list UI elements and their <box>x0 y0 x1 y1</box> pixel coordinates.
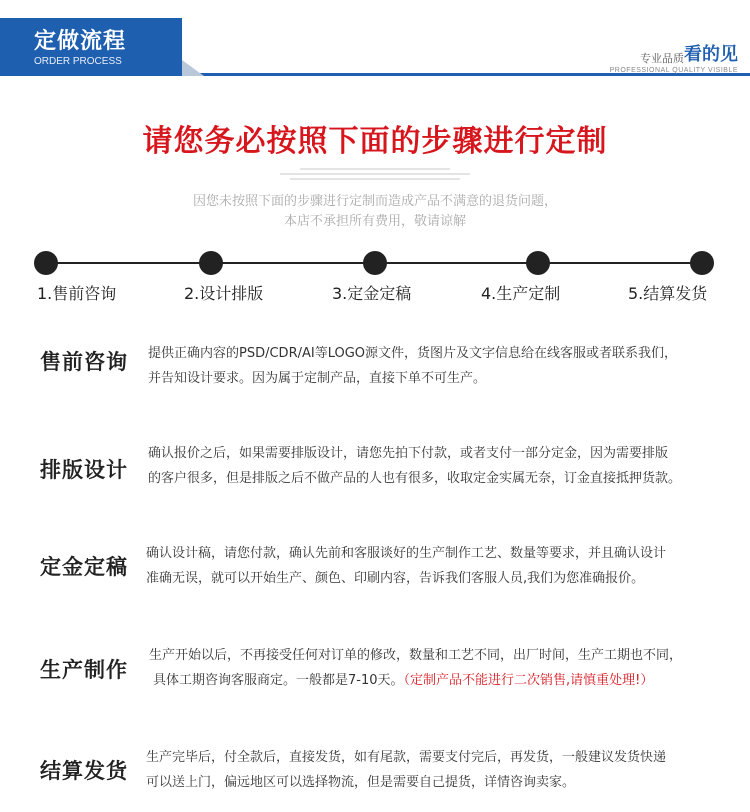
faint-decoration-lines <box>280 165 470 183</box>
step-label-4: 4.生产定制 <box>481 284 561 303</box>
timeline-dot <box>526 251 550 275</box>
brand-slogan-english: PROFESSIONAL QUALITY VISIBLE <box>609 67 738 74</box>
section-text-layout <box>148 441 681 491</box>
brand-slogan <box>610 40 738 74</box>
notice-line-2: 本店不承担所有费用，敬请谅解 <box>283 214 466 229</box>
section-text-deposit <box>146 541 666 591</box>
page-title: 请您务必按照下面的步骤进行定制 <box>142 124 608 159</box>
section-text-line: 确认报价之后，如果需要排版设计，请您先拍下付款，或者支付一部分定金，因为需要排版 <box>148 446 669 461</box>
section-text-line: 的客户很多，但是排版之后不做产品的人也有很多，收取定金实属无奈，订金直接抵押货款。 <box>148 471 682 486</box>
notice-line-1: 因您未按照下面的步骤进行定制而造成产品不满意的退货问题， <box>192 194 557 209</box>
section-tab-subtitle: ORDER PROCESS <box>34 56 122 67</box>
section-text-settlement <box>146 745 666 795</box>
notice-text <box>0 192 750 232</box>
section-text-line: 并告知设计要求。因为属于定制产品，直接下单不可生产。 <box>148 371 487 386</box>
section-text-line: 可以送上门，偏远地区可以选择物流，但是需要自己提货，详情咨询卖家。 <box>146 775 576 790</box>
section-title-deposit: 定金定稿 <box>40 555 128 579</box>
section-text-line: 确认设计稿，请您付款，确认先前和客服谈好的生产制作工艺、数量等要求，并且确认设计 <box>146 546 667 561</box>
step-label-2: 2.设计排版 <box>184 284 264 303</box>
step-label-3: 3.定金定稿 <box>332 284 412 303</box>
step-label-5: 5.结算发货 <box>628 284 708 303</box>
section-text-presale <box>148 341 677 391</box>
timeline-dot <box>199 251 223 275</box>
section-text-production <box>149 643 682 693</box>
timeline-dot <box>363 251 387 275</box>
section-text-line <box>149 668 682 693</box>
section-title-settlement: 结算发货 <box>40 759 128 783</box>
section-text-line: 提供正确内容的PSD/CDR/AI等LOGO源文件，货图片及文字信息给在线客服或者联系我们， <box>148 346 678 361</box>
step-label-1: 1.售前咨询 <box>37 284 117 303</box>
brand-slogan-small: 专业品质 <box>640 52 684 65</box>
section-title-layout: 排版设计 <box>40 458 128 482</box>
section-text-line: 生产完毕后，付全款后，直接发货，如有尾款，需要支付完后，再发货，一般建议发货快递 <box>146 750 667 765</box>
section-title-production: 生产制作 <box>40 658 128 682</box>
warning-text: （定制产品不能进行二次销售,请慎重处理!） <box>403 673 654 688</box>
tab-fold-decoration <box>182 60 204 76</box>
timeline-dot <box>34 251 58 275</box>
section-title-presale: 售前咨询 <box>40 350 128 374</box>
section-text-line: 准确无误，就可以开始生产、颜色、印刷内容，告诉我们客服人员,我们为您准确报价。 <box>146 571 645 586</box>
section-text-line-main: 具体工期咨询客服商定。一般都是7-10天。 <box>153 673 404 688</box>
timeline-dot <box>690 251 714 275</box>
brand-slogan-big: 看的见 <box>684 44 738 65</box>
section-text-line: 生产开始以后，不再接受任何对订单的修改，数量和工艺不同，出厂时间，生产工期也不同， <box>149 648 683 663</box>
section-tab-title: 定做流程 <box>34 29 127 54</box>
